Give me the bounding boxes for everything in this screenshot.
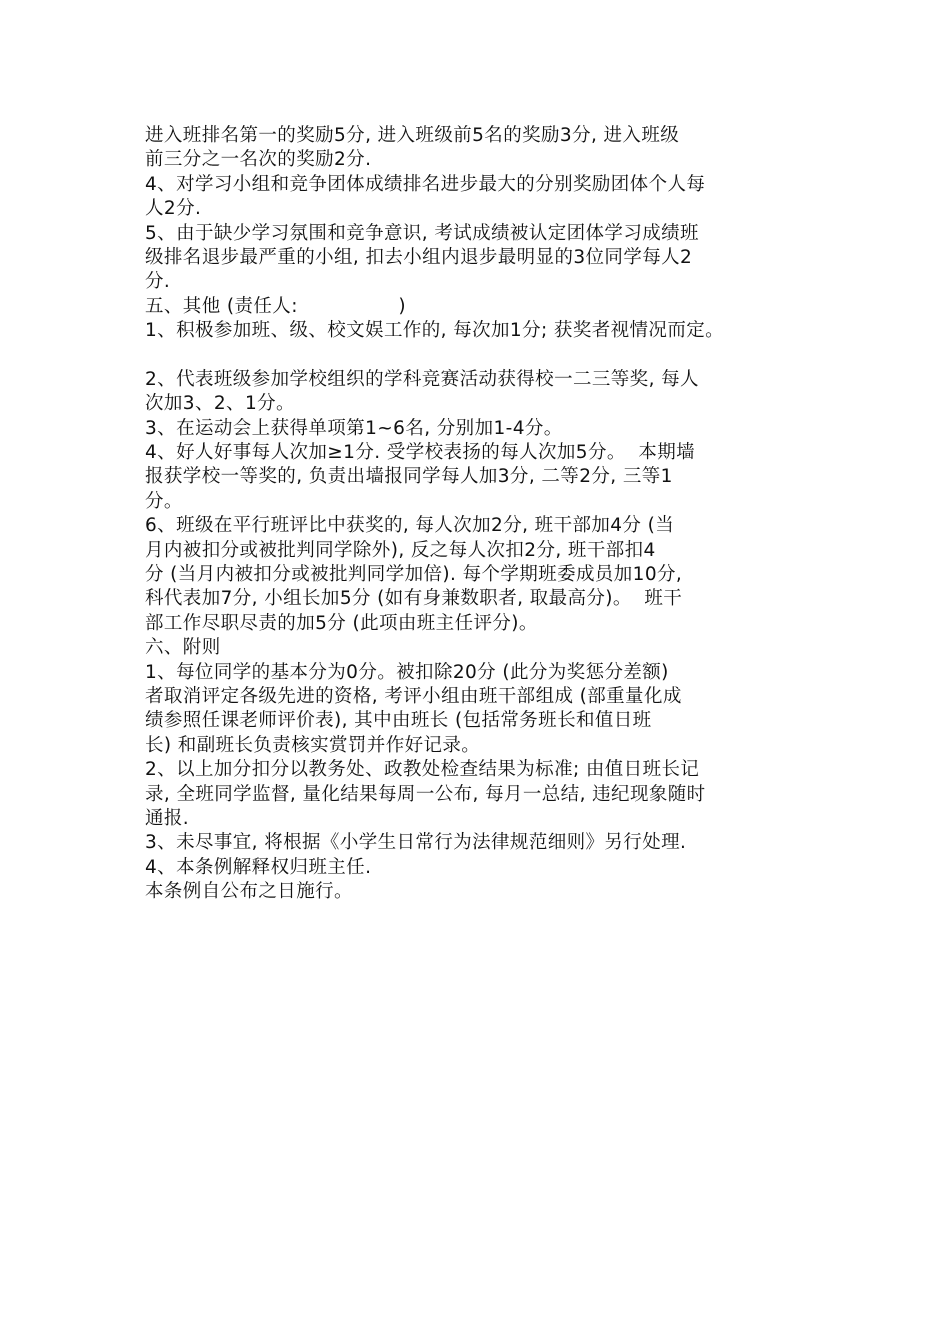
document-body <box>145 124 835 905</box>
text-line: 3、未尽事宜, 将根据《小学生日常行为法律规范细则》另行处理. <box>145 832 687 854</box>
text-line: 2、代表班级参加学校组织的学科竞赛活动获得校一二三等奖, 每人 <box>145 368 699 390</box>
text-line: 月内被扣分或被批判同学除外), 反之每人次扣2分, 班干部扣4 <box>145 539 656 561</box>
blank-line <box>145 344 835 368</box>
text-line: 1、积极参加班、级、校文娱工作的, 每次加1分; 获奖者视情况而定。 <box>145 320 725 342</box>
text-line: 次加3、2、1分。 <box>145 393 295 415</box>
text-line: 分. <box>145 271 171 293</box>
text-line: 分。 <box>145 490 183 512</box>
text-line: 4、对学习小组和竞争团体成绩排名进步最大的分别奖励团体个人每 <box>145 173 706 195</box>
text-line: 者取消评定各级先进的资格, 考评小组由班干部组成 (部重量化成 <box>145 685 682 707</box>
text-line: 级排名退步最严重的小组, 扣去小组内退步最明显的3位同学每人2 <box>145 246 693 268</box>
text-line: 科代表加7分, 小组长加5分 (如有身兼数职者, 取最高分)。 班干 <box>145 588 683 610</box>
text-line: 1、每位同学的基本分为0分。被扣除20分 (此分为奖惩分差额) <box>145 661 669 683</box>
section-heading-other: 五、其他 (责任人: ) <box>145 295 406 317</box>
text-line: 4、好人好事每人次加≥1分. 受学校表扬的每人次加5分。 本期墙 <box>145 442 696 464</box>
text-line: 报获学校一等奖的, 负责出墙报同学每人加3分, 二等2分, 三等1 <box>145 466 673 488</box>
text-line: 人2分. <box>145 198 202 220</box>
text-line: 6、班级在平行班评比中获奖的, 每人次加2分, 班干部加4分 (当 <box>145 515 675 537</box>
section-heading-appendix: 六、附则 <box>145 637 221 659</box>
text-line: 通报. <box>145 807 190 829</box>
text-line: 长) 和副班长负责核实赏罚并作好记录。 <box>145 734 481 756</box>
text-line: 5、由于缺少学习氛围和竞争意识, 考试成绩被认定团体学习成绩班 <box>145 222 699 244</box>
text-line: 录, 全班同学监督, 量化结果每周一公布, 每月一总结, 违纪现象随时 <box>145 783 706 805</box>
text-line: 2、以上加分扣分以教务处、政教处检查结果为标准; 由值日班长记 <box>145 759 700 781</box>
text-line: 进入班排名第一的奖励5分, 进入班级前5名的奖励3分, 进入班级 <box>145 125 680 146</box>
text-line: 绩参照任课老师评价表), 其中由班长 (包括常务班长和值日班 <box>145 710 652 732</box>
closing-line: 本条例自公布之日施行。 <box>145 881 353 903</box>
text-line: 3、在运动会上获得单项第1~6名, 分别加1-4分。 <box>145 417 563 439</box>
text-line: 4、本条例解释权归班主任. <box>145 856 372 878</box>
text-line: 分 (当月内被扣分或被批判同学加倍). 每个学期班委成员加10分, <box>145 564 683 586</box>
text-line: 前三分之一名次的奖励2分. <box>145 149 372 171</box>
text-line: 部工作尽职尽责的加5分 (此项由班主任评分)。 <box>145 612 538 634</box>
